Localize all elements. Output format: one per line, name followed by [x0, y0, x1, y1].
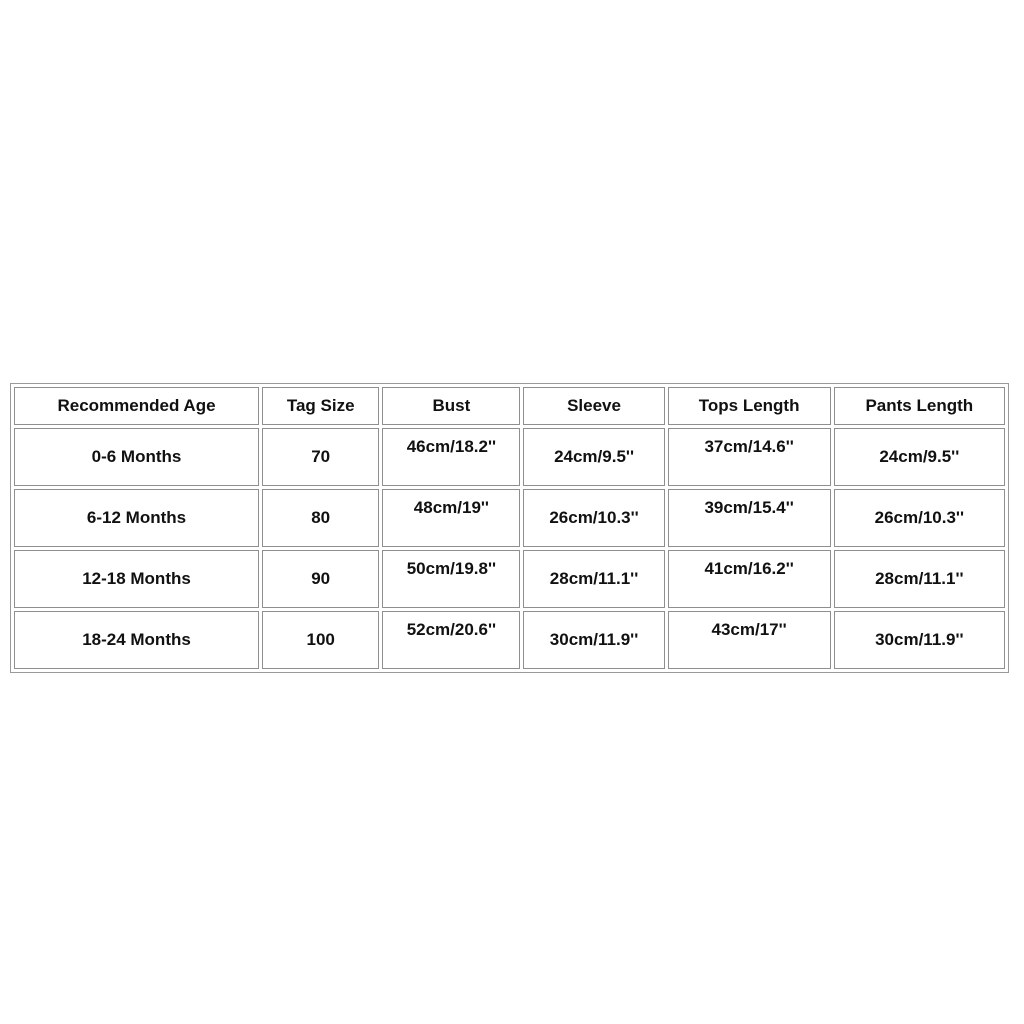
- cell-bust: 46cm/18.2'': [382, 428, 520, 486]
- cell-pants-length: 24cm/9.5'': [834, 428, 1005, 486]
- cell-bust: 50cm/19.8'': [382, 550, 520, 608]
- cell-tag-size: 80: [262, 489, 379, 547]
- cell-tops-length: 39cm/15.4'': [668, 489, 831, 547]
- header-tag-size: Tag Size: [262, 387, 379, 425]
- header-row: [14, 387, 1005, 425]
- header-tops-length: Tops Length: [668, 387, 831, 425]
- cell-sleeve: 26cm/10.3'': [523, 489, 664, 547]
- cell-pants-length: 26cm/10.3'': [834, 489, 1005, 547]
- cell-pants-length: 30cm/11.9'': [834, 611, 1005, 669]
- cell-tag-size: 70: [262, 428, 379, 486]
- cell-tops-length: 43cm/17'': [668, 611, 831, 669]
- header-sleeve: Sleeve: [523, 387, 664, 425]
- cell-pants-length: 28cm/11.1'': [834, 550, 1005, 608]
- cell-tag-size: 100: [262, 611, 379, 669]
- table-row: [14, 428, 1005, 486]
- table-row: [14, 550, 1005, 608]
- cell-tops-length: 37cm/14.6'': [668, 428, 831, 486]
- cell-recommended-age: 12-18 Months: [14, 550, 259, 608]
- cell-recommended-age: 0-6 Months: [14, 428, 259, 486]
- cell-sleeve: 28cm/11.1'': [523, 550, 664, 608]
- size-chart-table: [10, 383, 1009, 673]
- cell-bust: 48cm/19'': [382, 489, 520, 547]
- cell-sleeve: 24cm/9.5'': [523, 428, 664, 486]
- header-recommended-age: Recommended Age: [14, 387, 259, 425]
- cell-tops-length: 41cm/16.2'': [668, 550, 831, 608]
- header-pants-length: Pants Length: [834, 387, 1005, 425]
- cell-recommended-age: 6-12 Months: [14, 489, 259, 547]
- cell-bust: 52cm/20.6'': [382, 611, 520, 669]
- header-bust: Bust: [382, 387, 520, 425]
- cell-sleeve: 30cm/11.9'': [523, 611, 664, 669]
- table-row: [14, 489, 1005, 547]
- table-row: [14, 611, 1005, 669]
- cell-recommended-age: 18-24 Months: [14, 611, 259, 669]
- cell-tag-size: 90: [262, 550, 379, 608]
